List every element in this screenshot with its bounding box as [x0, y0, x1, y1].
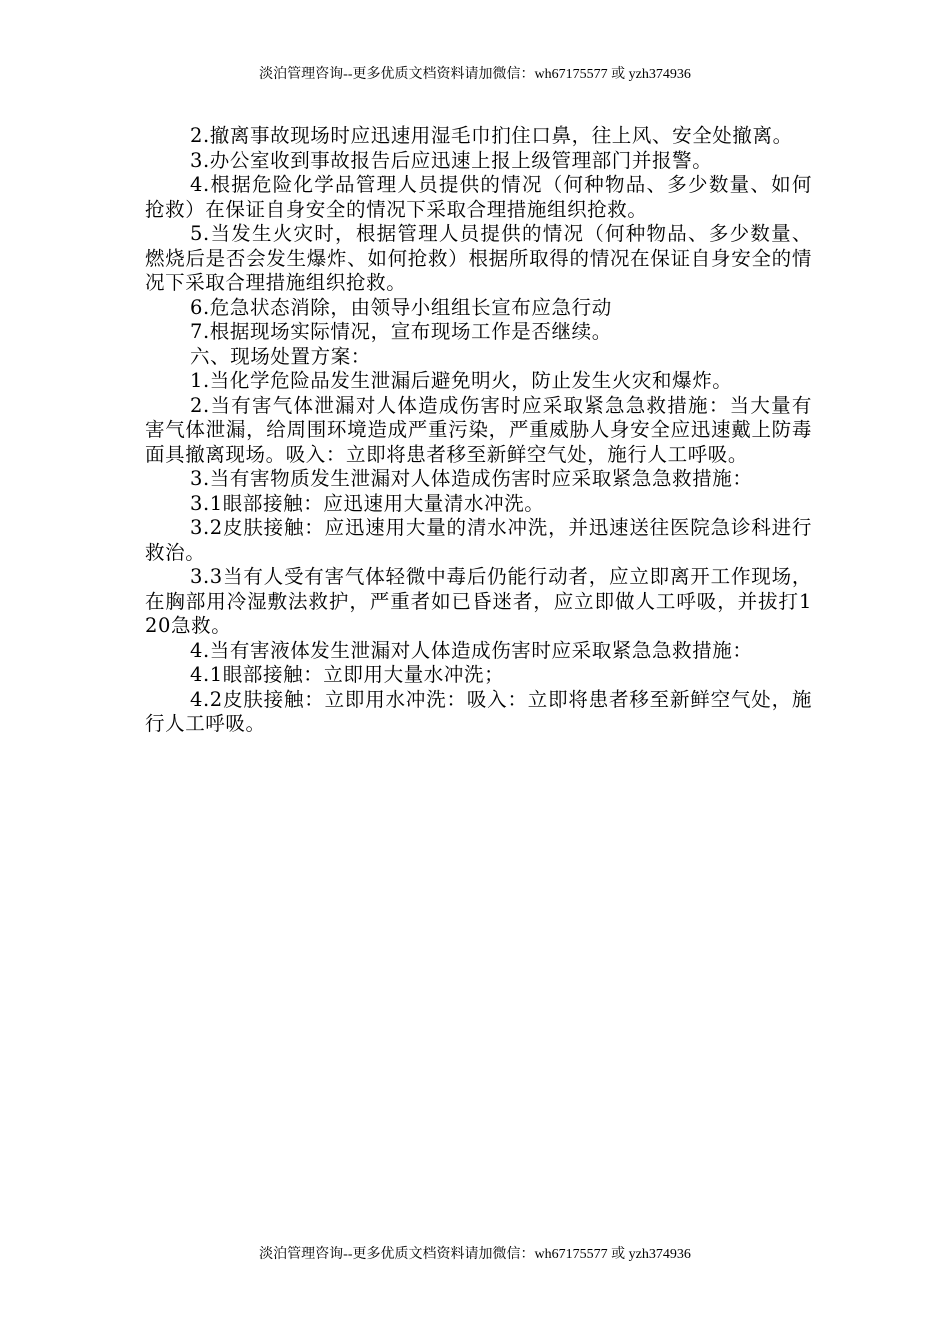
- paragraph: 6.危急状态消除，由领导小组组长宣布应急行动: [190, 295, 612, 319]
- paragraph: 4.1眼部接触：立即用大量水冲洗；: [190, 663, 505, 686]
- paragraph: 4.根据危险化学品管理人员提供的情况（何种物品、多少数量、如何抢救）在保证自身安全的情况下采取合理措施组织抢救。: [145, 173, 812, 221]
- paragraph: 1.当化学危险品发生泄漏后避免明火，防止发生火灾和爆炸。: [190, 369, 733, 392]
- page-footer: 淡泊管理咨询--更多优质文档资料请加微信：wh67175577 或 yzh374936: [259, 1247, 691, 1262]
- paragraph: 3.3当有人受有害气体轻微中毒后仍能行动者，应立即离开工作现场，在胸部用冷湿敷法救护，严重者如已昏迷者，应立即做人工呼吸，并拔打120急救。: [145, 565, 812, 637]
- paragraph: 3.办公室收到事故报告后应迅速上报上级管理部门并报警。: [190, 148, 713, 172]
- paragraph: 2.撤离事故现场时应迅速用湿毛巾扪住口鼻，往上风、安全处撤离。: [190, 124, 793, 147]
- paragraph: 3.当有害物质发生泄漏对人体造成伤害时应采取紧急急救措施：: [190, 467, 753, 490]
- document-body: [145, 124, 812, 737]
- paragraph: 3.1眼部接触：应迅速用大量清水冲洗。: [190, 491, 545, 515]
- paragraph: 5.当发生火灾时，根据管理人员提供的情况（何种物品、多少数量、燃烧后是否会发生爆炸、如何抢救）根据所取得的情况在保证自身安全的情况下采取合理措施组织抢救。: [145, 222, 812, 294]
- paragraph: 7.根据现场实际情况，宣布现场工作是否继续。: [190, 320, 612, 343]
- paragraph: 2.当有害气体泄漏对人体造成伤害时应采取紧急急救措施：当大量有害气体泄漏，给周围环境造成严重污染，严重威胁人身安全应迅速戴上防毒面具撤离现场。吸入：立即将患者移至新鲜空气处，施行人工呼吸。: [145, 393, 812, 466]
- paragraph: 3.2皮肤接触：应迅速用大量的清水冲洗，并迅速送往医院急诊科进行救治。: [145, 516, 812, 564]
- paragraph: 4.当有害液体发生泄漏对人体造成伤害时应采取紧急急救措施：: [190, 638, 753, 662]
- paragraph: 4.2皮肤接触：立即用水冲洗：吸入：立即将患者移至新鲜空气处，施行人工呼吸。: [145, 687, 812, 735]
- section-heading: 六、现场处置方案：: [190, 344, 371, 368]
- page-header: 淡泊管理咨询--更多优质文档资料请加微信：wh67175577 或 yzh374936: [259, 67, 691, 82]
